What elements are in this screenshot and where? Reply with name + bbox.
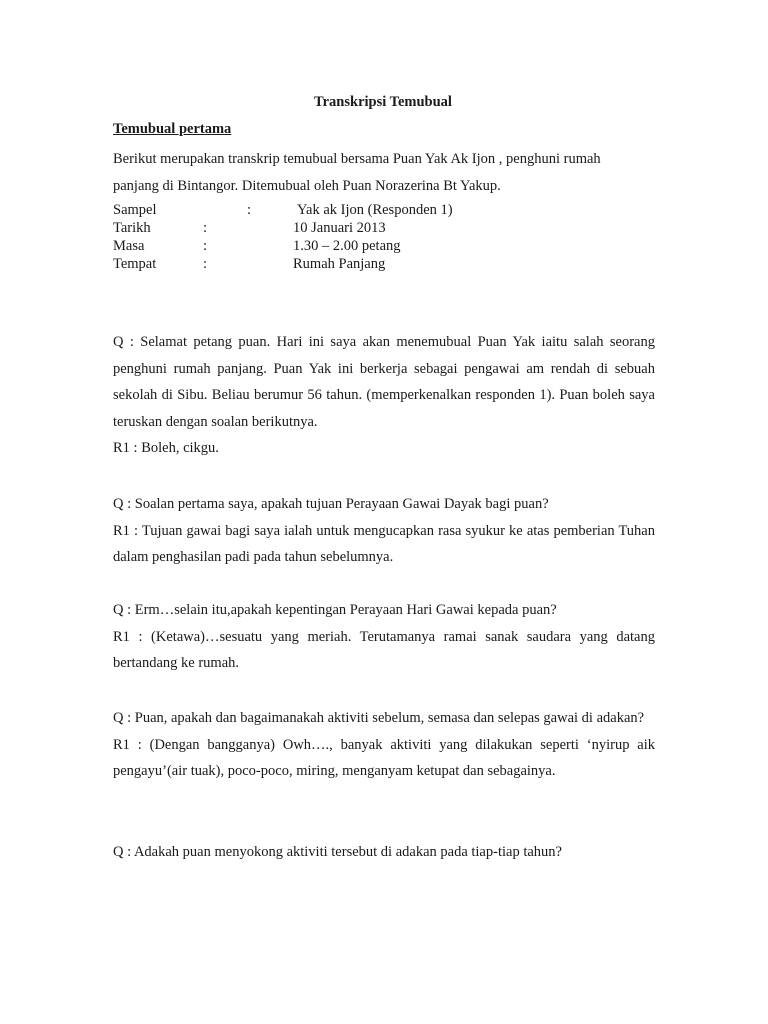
interview-info-table bbox=[113, 201, 453, 273]
info-separator: : bbox=[203, 256, 208, 272]
dialogue-block-4 bbox=[113, 705, 655, 785]
answer-text: R1 : (Dengan bangganya) Owh…., banyak aktiviti yang dilakukan seperti ‘nyirup aik pengayu’(air tuak), poco-poco, miring, menganyam ketupat dan sebagainya. bbox=[113, 736, 655, 779]
info-row-tarikh bbox=[113, 219, 453, 237]
info-label: Tempat bbox=[113, 256, 157, 272]
dialogue-block-2 bbox=[113, 491, 655, 571]
info-separator: : bbox=[247, 202, 252, 218]
info-separator: : bbox=[203, 238, 208, 254]
dialogue-block-5 bbox=[113, 839, 655, 866]
question-text: Q : Puan, apakah dan bagaimanakah aktiviti sebelum, semasa dan selepas gawai di adakan? bbox=[113, 710, 645, 726]
intro-line: panjang di Bintangor. Ditemubual oleh Puan Norazerina Bt Yakup. bbox=[113, 178, 501, 194]
info-value bbox=[293, 201, 453, 219]
section-heading: Temubual pertama bbox=[113, 121, 232, 137]
intro-line: Berikut merupakan transkrip temubual bersama Puan Yak Ak Ijon , penghuni rumah bbox=[113, 151, 601, 167]
dialogue-block-3 bbox=[113, 597, 655, 677]
document-title bbox=[0, 94, 768, 111]
question-text: Q : Erm…selain itu,apakah kepentingan Perayaan Hari Gawai kepada puan? bbox=[113, 602, 557, 618]
info-value-text: Yak ak Ijon (Responden 1) bbox=[297, 202, 453, 218]
info-label: Masa bbox=[113, 238, 145, 254]
info-label: Tarikh bbox=[113, 220, 151, 236]
question-text: Q : Adakah puan menyokong aktiviti tersebut di adakan pada tiap-tiap tahun? bbox=[113, 844, 562, 860]
info-value: Rumah Panjang bbox=[293, 256, 386, 272]
info-row-tempat bbox=[113, 255, 453, 273]
info-row-sampel bbox=[113, 201, 453, 219]
answer-text: R1 : (Ketawa)…sesuatu yang meriah. Terutamanya ramai sanak saudara yang datang bertandang ke rumah. bbox=[113, 628, 655, 671]
question-text: Q : Soalan pertama saya, apakah tujuan Perayaan Gawai Dayak bagi puan? bbox=[113, 496, 549, 512]
answer-text: R1 : Tujuan gawai bagi saya ialah untuk mengucapkan rasa syukur ke atas pemberian Tuhan dalam penghasilan padi pada tahun sebelumnya. bbox=[113, 522, 655, 565]
dialogue-block-1 bbox=[113, 329, 655, 462]
info-row-masa bbox=[113, 237, 453, 255]
intro-paragraph bbox=[113, 146, 658, 200]
answer-text: R1 : Boleh, cikgu. bbox=[113, 440, 219, 456]
document-title-text: Transkripsi Temubual bbox=[314, 94, 452, 110]
info-separator: : bbox=[203, 220, 208, 236]
info-label: Sampel bbox=[113, 202, 157, 218]
question-text: Q : Selamat petang puan. Hari ini saya akan menemubual Puan Yak iaitu salah seorang penghuni rumah panjang. Puan Yak ini berkerja sebagai pengawai am rendah di sebuah sekolah di Sibu. Beliau berumur 56 tahun. (memperkenalkan responden 1). Puan boleh saya teruskan dengan soalan berikutnya. bbox=[113, 334, 655, 430]
info-value: 10 Januari 2013 bbox=[293, 220, 386, 236]
info-value: 1.30 – 2.00 petang bbox=[293, 238, 401, 254]
